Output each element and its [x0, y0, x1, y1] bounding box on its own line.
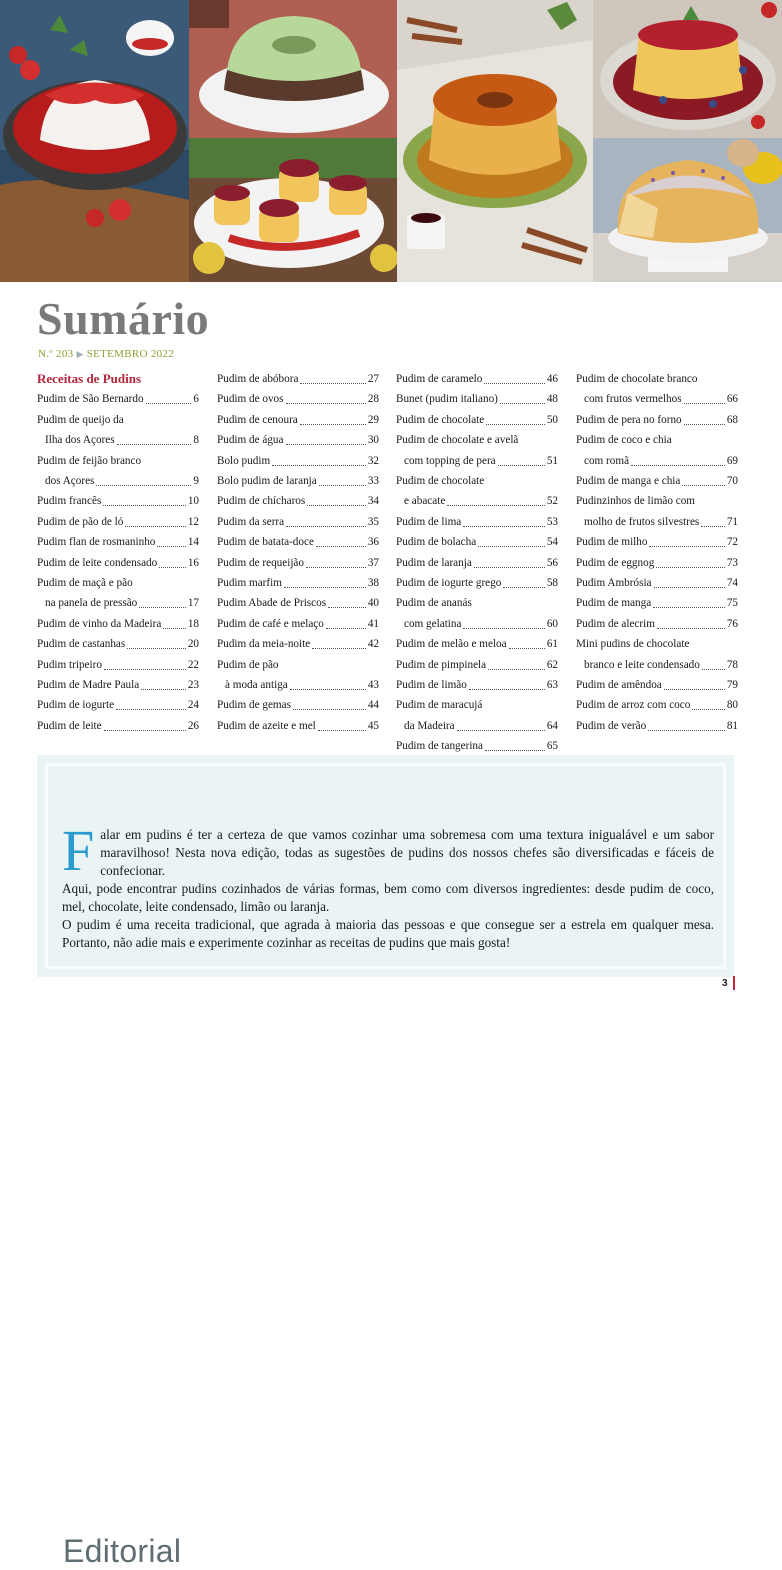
toc-entry-title: Pudim de ovos [217, 393, 284, 406]
toc-entry-title: Pudim de limão [396, 679, 467, 691]
toc-entry[interactable] [37, 596, 199, 610]
issue-info [38, 348, 174, 360]
toc-entry-title: Pudim de gemas [217, 699, 291, 712]
toc-entry[interactable] [37, 454, 199, 468]
issue-number: N.º 203 [38, 348, 74, 360]
toc-entry-title: com frutos vermelhos [584, 393, 682, 406]
toc-entry-page: 71 [726, 515, 738, 528]
dot-leader [117, 444, 192, 445]
dot-leader [316, 546, 366, 547]
toc-entry-title: Pudim de água [217, 434, 284, 447]
toc-entry-page: 46 [546, 373, 558, 385]
toc-entry[interactable] [396, 556, 558, 570]
toc-entry[interactable] [217, 617, 379, 631]
toc-entry-title: Pudim de abóbora [217, 373, 299, 385]
toc-entry[interactable] [37, 535, 199, 549]
toc-entry-page: 48 [546, 393, 558, 406]
toc-entry[interactable] [576, 596, 738, 610]
toc-entry[interactable] [576, 698, 738, 712]
dot-leader [692, 709, 724, 710]
dot-leader [684, 403, 725, 404]
toc-entry[interactable] [217, 576, 379, 590]
photo-collage [0, 0, 782, 282]
dot-leader [127, 648, 186, 649]
toc-entry[interactable] [37, 678, 199, 692]
dot-leader [684, 424, 725, 425]
toc-entry-page: 63 [546, 679, 558, 691]
toc-entry-title: Pudim de pera no forno [576, 413, 682, 426]
page-title: Sumário [37, 293, 210, 344]
dot-leader [657, 628, 725, 629]
toc-entry[interactable] [576, 556, 738, 570]
toc-entry-title: dos Açores [45, 475, 95, 487]
toc-entry[interactable] [37, 413, 199, 427]
dot-leader [656, 567, 725, 568]
toc-entry-page: 43 [367, 679, 379, 691]
toc-entry-page: 24 [187, 699, 199, 712]
toc-entry-title: Pudim de caramelo [396, 373, 483, 385]
toc-entry-title: com gelatina [404, 617, 462, 630]
editorial-paragraph-1-text: alar em pudins é ter a certeza de que vamos cozinhar uma sobremesa com uma textura inigualável e um sabor maravilhoso! Nesta nova edição, todas as sugestões de pudins dos nossos chefes são diversificadas e fáceis de confecionar. [100, 827, 714, 878]
toc-entry-page: 29 [367, 413, 379, 426]
toc-entry-title: Bunet (pudim italiano) [396, 393, 498, 406]
toc-entry-title: Pudim de maçã e pão [37, 577, 133, 589]
dot-leader [141, 689, 186, 690]
dot-leader [447, 505, 545, 506]
toc-entry[interactable] [396, 658, 558, 672]
toc-entry-page: 54 [546, 536, 558, 549]
editorial-paragraph-3: O pudim é uma receita tradicional, que agrada à maioria das pessoas e que consegue ser a estrela em qualquer mesa. Portanto, não adie mais e experimente cozinhar as receitas de pudins que mais gosta! [62, 917, 714, 950]
toc-entry[interactable] [396, 617, 558, 631]
toc-entry-title: Pudim de iogurte [37, 699, 115, 712]
toc-entry[interactable] [37, 576, 199, 590]
dot-leader [631, 465, 725, 466]
toc-entry[interactable] [576, 392, 738, 406]
toc-entry[interactable] [576, 637, 738, 651]
toc-entry-page: 56 [546, 556, 558, 569]
toc-section-title: Receitas de Pudins [37, 371, 141, 386]
toc-entry-page: 23 [187, 679, 199, 691]
dot-leader [139, 607, 186, 608]
toc-entry-title: Pudim de amêndoa [576, 679, 662, 691]
dot-leader [654, 587, 725, 588]
dot-leader [648, 730, 725, 731]
dot-leader [326, 628, 366, 629]
toc-entry-title: Pudim de maracujá [396, 699, 483, 712]
toc-entry-page: 74 [726, 577, 738, 589]
toc-entry-page: 70 [726, 475, 738, 487]
toc-entry-page: 79 [726, 679, 738, 691]
toc-entry-title: Pudim de leite [37, 719, 102, 732]
dot-leader [286, 403, 366, 404]
dot-leader [463, 526, 545, 527]
dot-leader [485, 750, 545, 751]
toc-entry-title: Pudim de pão de ló [37, 515, 124, 528]
toc-entry-title: Pudim de feijão branco [37, 454, 142, 467]
toc-entry[interactable] [217, 413, 379, 427]
toc-entry-page: 72 [726, 536, 738, 549]
toc-entry-page: 28 [367, 393, 379, 406]
toc-entry-page: 76 [726, 617, 738, 630]
toc-entry[interactable] [217, 556, 379, 570]
toc-entry-title: à moda antiga [225, 679, 288, 691]
dot-leader [457, 730, 545, 731]
toc-entry[interactable] [576, 433, 738, 447]
dot-leader [509, 648, 545, 649]
dot-leader [653, 607, 725, 608]
toc-entry-page: 52 [546, 495, 558, 508]
toc-entry[interactable] [217, 474, 379, 488]
toc-entry-title: na panela de pressão [45, 597, 138, 610]
toc-entry[interactable] [217, 698, 379, 712]
toc-entry-title: da Madeira [404, 719, 455, 732]
toc-entry-page: 6 [193, 393, 199, 406]
dot-leader [293, 709, 366, 710]
toc-entry-page: 16 [187, 556, 199, 569]
toc-entry-page: 45 [367, 719, 379, 732]
toc-entry-page: 10 [187, 495, 199, 508]
toc-entry-page: 36 [367, 536, 379, 549]
toc-entry[interactable] [576, 617, 738, 631]
dot-leader [503, 587, 544, 588]
mini-puddings-berries-photo [189, 138, 397, 282]
toc-entry[interactable] [576, 678, 738, 692]
toc-entry[interactable] [396, 372, 558, 386]
toc-entry[interactable] [396, 678, 558, 692]
dot-leader [478, 546, 545, 547]
toc-entry-page: 75 [726, 597, 738, 610]
toc-entry-title: Pudim flan de rosmaninho [37, 536, 156, 549]
dot-leader [284, 587, 366, 588]
toc-entry-title: Pudim de ananás [396, 597, 472, 610]
toc-entry-title: Pudim de bolacha [396, 536, 477, 549]
toc-entry[interactable] [37, 637, 199, 651]
toc-entry[interactable] [576, 719, 738, 733]
toc-entry-page: 20 [187, 638, 199, 651]
dot-leader [498, 465, 545, 466]
toc-entry[interactable] [217, 719, 379, 733]
toc-entry[interactable] [576, 515, 738, 529]
toc-entry[interactable] [396, 454, 558, 468]
toc-entry-title: Pudinzinhos de limão com [576, 495, 696, 508]
toc-entry-page: 26 [187, 719, 199, 732]
toc-entry[interactable] [396, 535, 558, 549]
toc-entry[interactable] [37, 617, 199, 631]
toc-entry-title: Pudim de vinho da Madeira [37, 617, 162, 630]
toc-entry[interactable] [37, 719, 199, 733]
toc-entry[interactable] [576, 474, 738, 488]
toc-entry-title: Pudim de batata-doce [217, 536, 314, 549]
toc-entry-page: 40 [367, 597, 379, 610]
toc-entry-title: Pudim de manga e chia [576, 475, 681, 487]
toc-entry-title: Pudim da serra [217, 515, 285, 528]
toc-entry[interactable] [217, 596, 379, 610]
dot-leader [104, 730, 186, 731]
toc-entry-title: Mini pudins de chocolate [576, 638, 690, 651]
issue-date: SETEMBRO 2022 [86, 348, 175, 360]
dot-leader [319, 485, 366, 486]
toc-entry-title: Pudim de alecrim [576, 617, 655, 630]
toc-entry-title: e abacate [404, 495, 446, 508]
toc-entry-page: 30 [367, 434, 379, 447]
caramel-flan-cinnamon-photo [397, 0, 593, 282]
toc-entry-page: 51 [546, 454, 558, 467]
strawberry-pudding-photo [0, 0, 189, 282]
toc-entry-page: 78 [726, 658, 738, 671]
toc-entry-title: com romã [584, 454, 630, 467]
toc-entry-title: Pudim de lima [396, 515, 462, 528]
toc-entry[interactable] [576, 372, 738, 386]
dot-leader [163, 628, 186, 629]
toc-entry-title: Pudim de milho [576, 536, 648, 549]
toc-entry[interactable] [396, 719, 558, 733]
dot-leader [146, 403, 192, 404]
toc-entry[interactable] [217, 658, 379, 672]
toc-entry-page: 61 [546, 638, 558, 651]
toc-entry[interactable] [217, 515, 379, 529]
dot-leader [649, 546, 724, 547]
toc-entry[interactable] [217, 372, 379, 386]
toc-entry-page: 66 [726, 393, 738, 406]
editorial-title: Editorial [63, 1533, 182, 1569]
toc-entry-page: 60 [546, 617, 558, 630]
editorial-text [62, 818, 714, 952]
toc-entry-title: Pudim de chocolate [396, 475, 485, 487]
toc-entry-page: 8 [193, 434, 199, 447]
toc-entry-title: Pudim de chícharos [217, 495, 306, 508]
dot-leader [701, 526, 725, 527]
toc-entry-page: 9 [193, 475, 199, 487]
toc-entry-title: Pudim de pimpinela [396, 658, 487, 671]
toc-entry-page: 38 [367, 577, 379, 589]
dot-leader [125, 526, 185, 527]
toc-entry[interactable] [396, 698, 558, 712]
toc-entry-title: Pudim de chocolate branco [576, 373, 698, 385]
toc-entry[interactable] [37, 392, 199, 406]
toc-entry-page: 62 [546, 658, 558, 671]
dot-leader [312, 648, 366, 649]
toc-entry-page: 80 [726, 699, 738, 712]
dot-leader [272, 465, 366, 466]
toc-entry[interactable] [217, 433, 379, 447]
toc-entry-title: Pudim da meia-noite [217, 638, 311, 651]
dot-leader [306, 567, 366, 568]
dot-leader [682, 485, 724, 486]
red-fruit-pudding-photo [593, 0, 782, 138]
toc-entry-page: 17 [187, 597, 199, 610]
toc-entry-page: 42 [367, 638, 379, 651]
dot-leader [300, 424, 366, 425]
toc-entry-page: 34 [367, 495, 379, 508]
toc-entry-title: Pudim francês [37, 495, 102, 508]
toc-entry[interactable] [217, 494, 379, 508]
toc-entry[interactable] [576, 576, 738, 590]
toc-entry-title: Pudim de cenoura [217, 413, 298, 426]
toc-entry-page: 37 [367, 556, 379, 569]
toc-entry[interactable] [217, 392, 379, 406]
toc-entry-title: Pudim de tangerina [396, 740, 483, 753]
toc-entry-title: Pudim de requeijão [217, 556, 304, 569]
toc-entry[interactable] [37, 474, 199, 488]
toc-entry[interactable] [37, 433, 199, 447]
toc-entry[interactable] [576, 413, 738, 427]
toc-entry[interactable] [576, 535, 738, 549]
dot-leader [702, 669, 725, 670]
dot-leader [463, 628, 544, 629]
toc-entry-page: 32 [367, 454, 379, 467]
toc-entry-title: Pudim de Madre Paula [37, 679, 140, 691]
editorial-paragraph-2: Aqui, pode encontrar pudins cozinhados de várias formas, bem como com diversos ingredientes: desde pudim de coco, mel, chocolate, leite condensado, limão ou laranja. [62, 881, 714, 914]
toc-entry[interactable] [396, 576, 558, 590]
triangle-separator-icon: ▶ [76, 349, 84, 359]
toc-entry-page: 73 [726, 556, 738, 569]
toc-entry[interactable] [37, 515, 199, 529]
toc-entry-page: 22 [187, 658, 199, 671]
toc-entry-title: Pudim de pão [217, 658, 279, 671]
toc-entry[interactable] [396, 392, 558, 406]
toc-entry-title: Pudim de eggnog [576, 556, 655, 569]
toc-entry-title: Pudim marfim [217, 577, 282, 589]
toc-entry[interactable] [37, 494, 199, 508]
toc-entry-title: Pudim de leite condensado [37, 556, 158, 569]
toc-entry-title: Pudim Ambrósia [576, 577, 652, 589]
toc-entry-title: Pudim Abade de Priscos [217, 597, 327, 610]
toc-entry[interactable] [396, 596, 558, 610]
toc-entry-title: Pudim de verão [576, 719, 647, 732]
dot-leader [328, 607, 366, 608]
toc-entry[interactable] [576, 494, 738, 508]
toc-entry[interactable] [217, 637, 379, 651]
editorial-paragraph-1 [62, 818, 714, 883]
toc-entry-page: 64 [546, 719, 558, 732]
toc-entry-page: 18 [187, 617, 199, 630]
toc-entry-title: Pudim de azeite e mel [217, 719, 316, 732]
toc-entry[interactable] [217, 454, 379, 468]
toc-entry[interactable] [37, 556, 199, 570]
toc-entry-title: molho de frutos silvestres [584, 515, 700, 528]
toc-entry-page: 44 [367, 699, 379, 712]
green-ring-pudding-photo [189, 0, 397, 138]
dot-leader [159, 567, 186, 568]
toc-entry[interactable] [37, 658, 199, 672]
toc-entry[interactable] [576, 454, 738, 468]
toc-entry[interactable] [217, 535, 379, 549]
toc-entry-title: Pudim de iogurte grego [396, 577, 502, 589]
toc-entry-title: Pudim de castanhas [37, 638, 126, 651]
dot-leader [484, 383, 544, 384]
toc-entry[interactable] [396, 515, 558, 529]
dot-leader [290, 689, 366, 690]
toc-entry-title: Bolo pudim [217, 454, 271, 467]
dot-leader [474, 567, 545, 568]
toc-entry-page: 58 [546, 577, 558, 589]
toc-entry[interactable] [396, 494, 558, 508]
dot-leader [664, 689, 725, 690]
dot-leader [286, 444, 366, 445]
toc-entry-title: Pudim de chocolate [396, 413, 485, 426]
toc-entry-title: Pudim tripeiro [37, 658, 102, 671]
editorial-dropcap: F [62, 818, 95, 883]
toc-entry[interactable] [396, 413, 558, 427]
toc-entry-title: Pudim de chocolate e avelã [396, 434, 519, 447]
toc-entry[interactable] [217, 678, 379, 692]
toc-entry-title: Pudim de queijo da [37, 413, 124, 426]
toc-entry-title: Pudim de arroz com coco [576, 699, 691, 712]
page-number: 3 [722, 978, 728, 989]
toc-entry-page: 12 [187, 515, 199, 528]
toc-entry-title: branco e leite condensado [584, 658, 700, 671]
toc-entry-title: Pudim de café e melaço [217, 617, 324, 630]
toc-entry-page: 53 [546, 515, 558, 528]
dot-leader [96, 485, 191, 486]
toc-entry-title: Pudim de laranja [396, 556, 472, 569]
toc-entry[interactable] [396, 739, 558, 753]
toc-entry-page: 27 [367, 373, 379, 385]
toc-entry-title: Ilha dos Açores [45, 434, 115, 447]
dot-leader [488, 669, 545, 670]
toc-entry-page: 41 [367, 617, 379, 630]
toc-entry[interactable] [396, 637, 558, 651]
toc-entry-title: Pudim de melão e meloa [396, 638, 507, 651]
dot-leader [157, 546, 185, 547]
toc-entry-title: Pudim de manga [576, 597, 652, 610]
toc-entry-title: Bolo pudim de laranja [217, 475, 317, 487]
toc-entry-title: Pudim de coco e chia [576, 434, 672, 447]
dot-leader [300, 383, 365, 384]
toc-entry[interactable] [576, 658, 738, 672]
dot-leader [104, 669, 186, 670]
dot-leader [116, 709, 186, 710]
toc-entry-page: 33 [367, 475, 379, 487]
page-number-bar [733, 976, 735, 990]
toc-entry-title: com topping de pera [404, 454, 496, 467]
toc-entry[interactable] [37, 698, 199, 712]
dot-leader [286, 526, 366, 527]
toc-entry[interactable] [396, 433, 558, 447]
dot-leader [486, 424, 545, 425]
dot-leader [307, 505, 366, 506]
toc-entry-page: 68 [726, 413, 738, 426]
dot-leader [318, 730, 366, 731]
toc-entry-title: Pudim de São Bernardo [37, 393, 144, 406]
toc-entry-page: 65 [546, 740, 558, 753]
toc-entry-page: 69 [726, 454, 738, 467]
toc-entry-page: 81 [726, 719, 738, 732]
toc-entry-page: 14 [187, 536, 199, 549]
dot-leader [103, 505, 186, 506]
toc-entry-page: 35 [367, 515, 379, 528]
toc-entry-page: 50 [546, 413, 558, 426]
dot-leader [500, 403, 545, 404]
sprinkled-ring-cake-photo [593, 138, 782, 282]
toc-entry[interactable] [396, 474, 558, 488]
dot-leader [469, 689, 545, 690]
